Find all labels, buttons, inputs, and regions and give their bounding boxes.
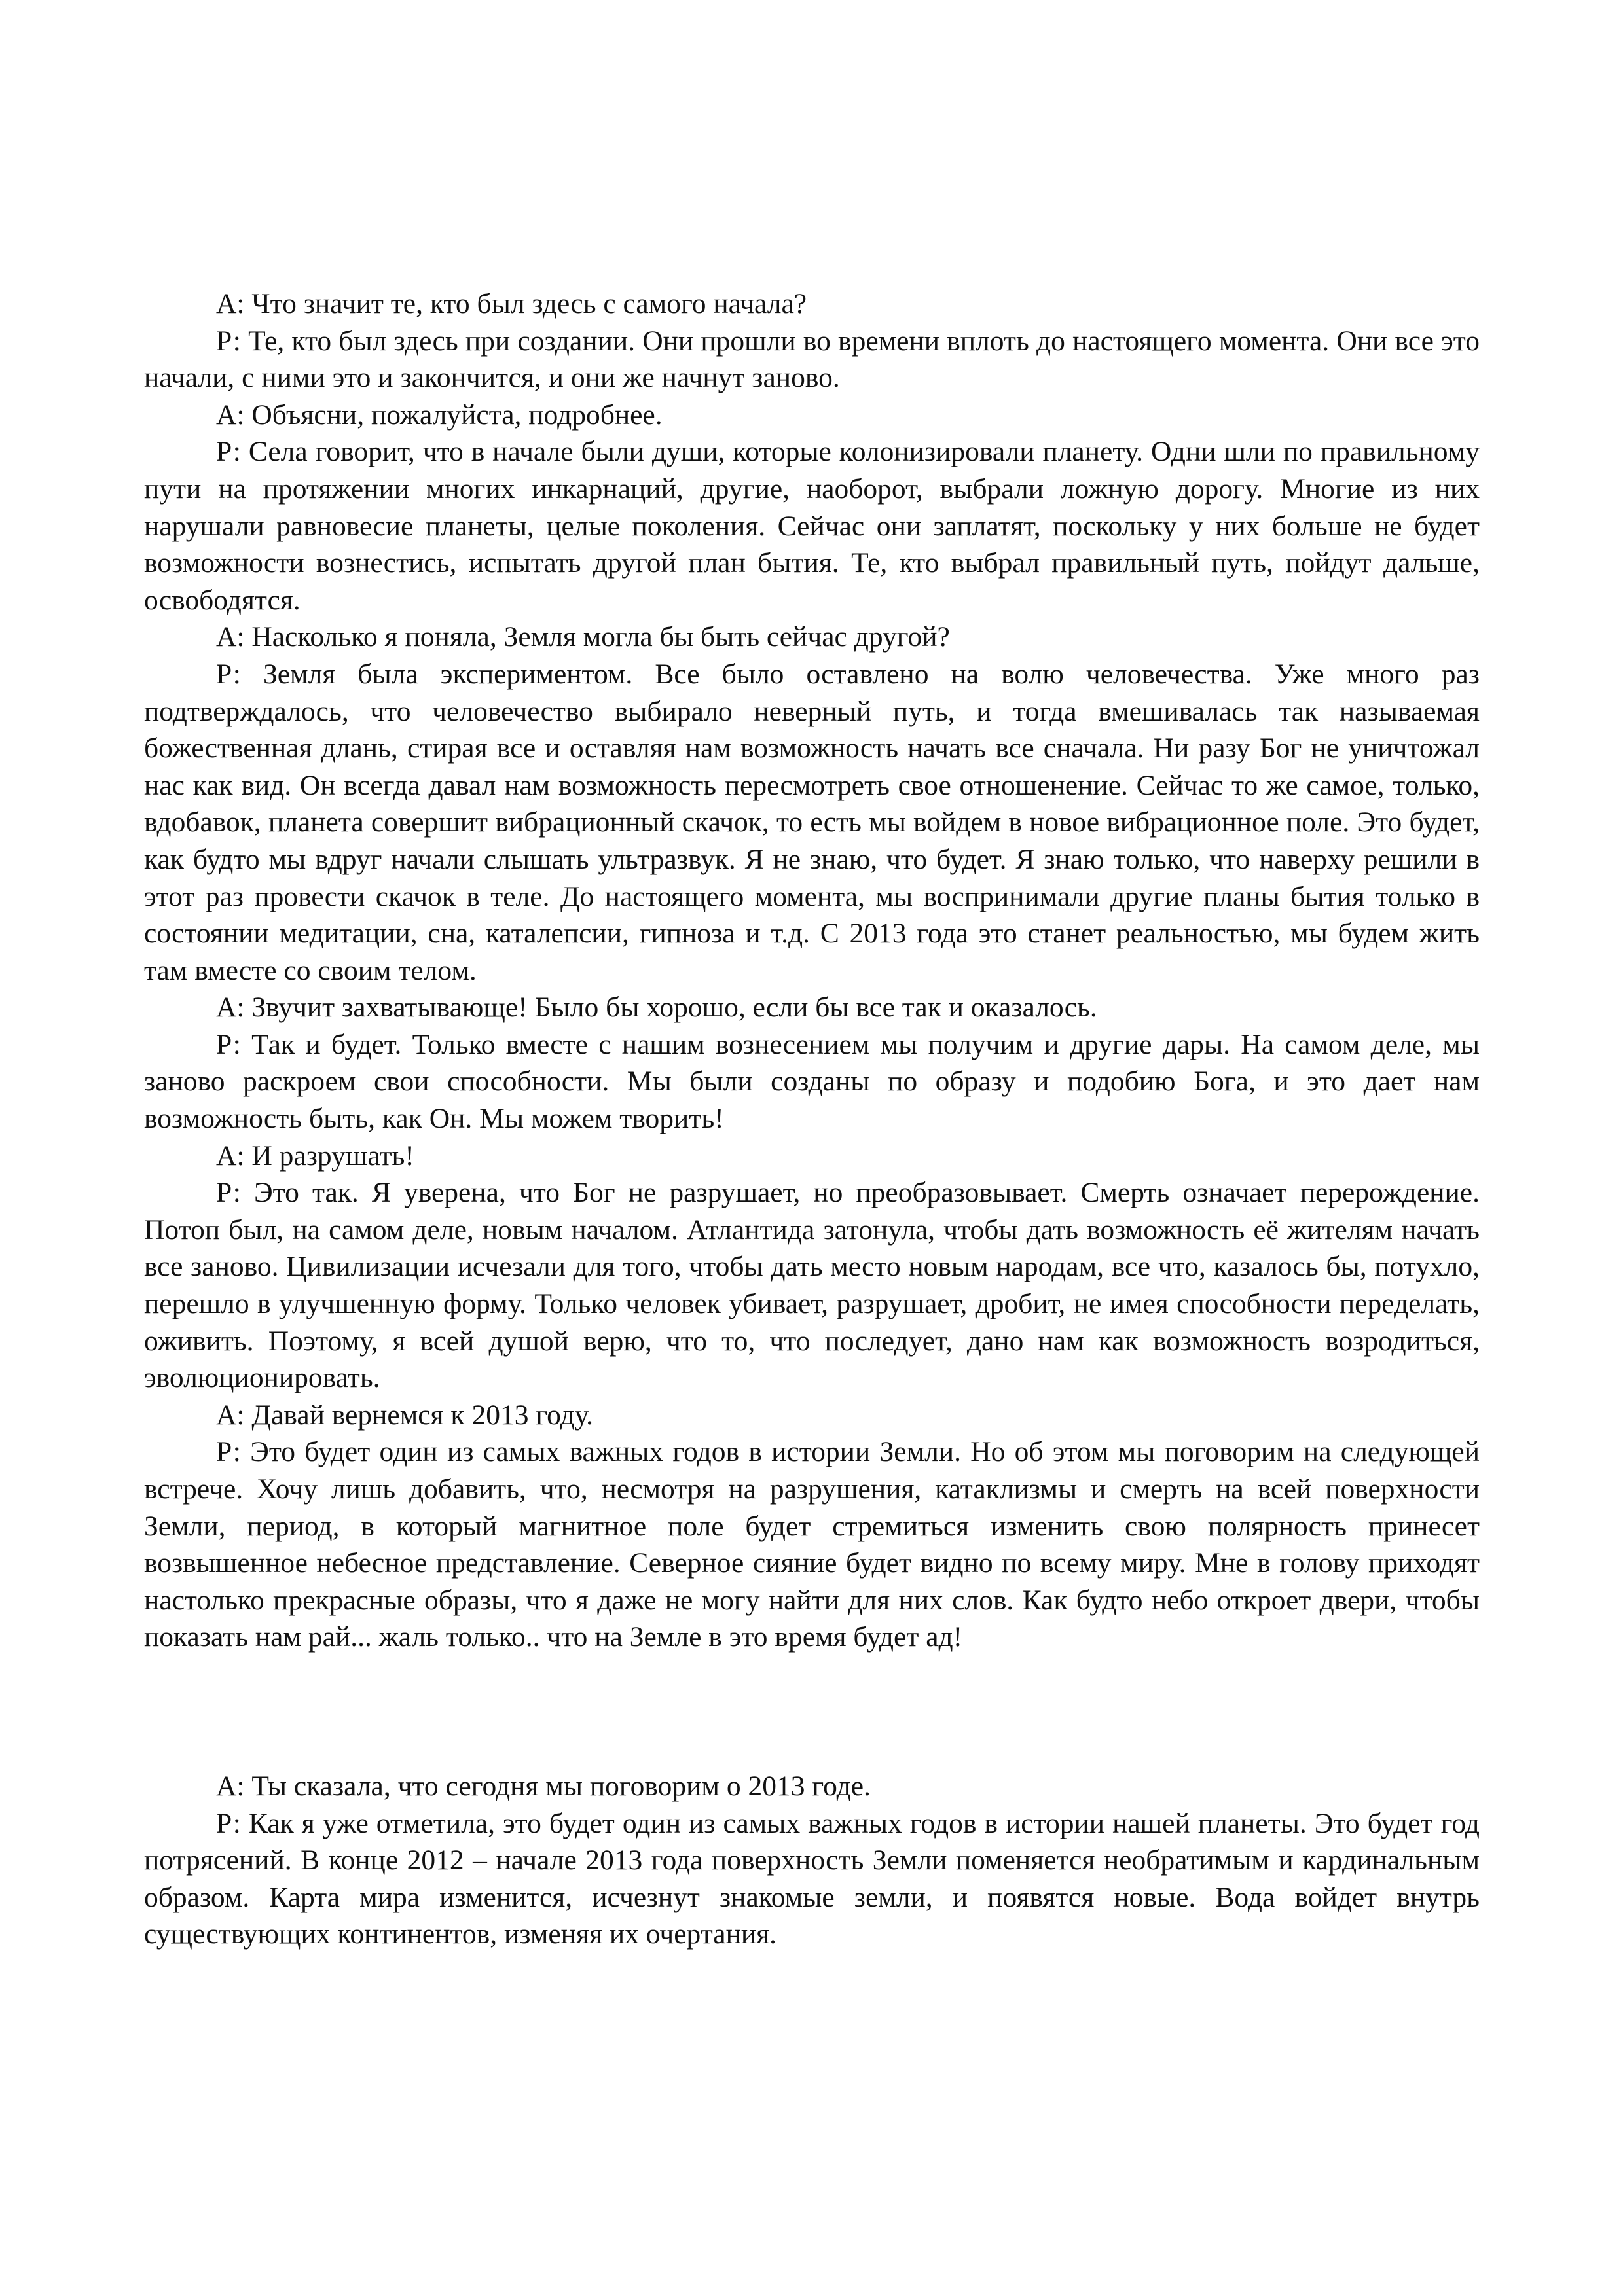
dialogue-paragraph: Р: Это так. Я уверена, что Бог не разрушает, но преобразовывает. Смерть означает перерождение. Потоп был, на самом деле, новым началом. Атлантида затонула, чтобы дать возможность её жителям начать все заново. Цивилизации исчезали для того, чтобы дать место новым народам, все что, казалось бы, потухло, перешло в улучшенную форму. Только человек убивает, разрушает, дробит, не имея способности переделать, оживить. Поэтому, я всей душой верю, что то, что последует, дано нам как возможность возродиться, эволюционировать. xyxy=(144,1177,1480,1394)
dialogue-section-1 xyxy=(144,285,1480,1656)
dialogue-paragraph: Р: Земля была экспериментом. Все было оставлено на волю человечества. Уже много раз подтверждалось, что человечество выбирало неверный путь, и тогда вмешивалась так называемая божественная длань, стирая все и оставляя нам возможность начать все сначала. Ни разу Бог не уничтожал нас как вид. Он всегда давал нам возможность пересмотреть свое отношенение. Сейчас то же самое, только, вдобавок, планета совершит вибрационный скачок, то есть мы войдем в новое вибрационное поле. Это будет, как будто мы вдруг начали слышать ультразвук. Я не знаю, что будет. Я знаю только, что наверху решили в этот раз провести скачок в теле. До настоящего момента, мы воспринимали другие планы бытия только в состоянии медитации, сна, каталепсии, гипноза и т.д. С 2013 года это станет реальностью, мы будем жить там вместе со своим телом. xyxy=(144,658,1480,986)
dialogue-paragraph: Р: Это будет один из самых важных годов в истории Земли. Но об этом мы поговорим на следующей встрече. Хочу лишь добавить, что, несмотря на разрушения, катаклизмы и смерть на всей поверхности Земли, период, в который магнитное поле будет стремиться изменить свою полярность принесет возвышенное небесное представление. Северное сияние будет видно по всему миру. Мне в голову приходят настолько прекрасные образы, что я даже не могу найти для них слов. Как будто небо откроет двери, чтобы показать нам рай... жаль только.. что на Земле в это время будет ад! xyxy=(144,1436,1480,1653)
dialogue-paragraph: А: Ты сказала, что сегодня мы поговорим о 2013 годе. xyxy=(216,1770,871,1802)
dialogue-paragraph: А: Звучит захватывающе! Было бы хорошо, если бы все так и оказалось. xyxy=(216,992,1097,1024)
dialogue-paragraph: А: И разрушать! xyxy=(216,1139,414,1172)
dialogue-paragraph: Р: Те, кто был здесь при создании. Они прошли во времени вплоть до настоящего момента. Они все это начали, с ними это и закончится, и они же начнут заново. xyxy=(144,325,1480,394)
dialogue-section-2 xyxy=(144,1768,1480,1953)
dialogue-paragraph: Р: Так и будет. Только вместе с нашим вознесением мы получим и другие дары. На самом деле, мы заново раскроем свои способности. Мы были созданы по образу и подобию Бога, и это дает нам возможность быть, как Он. Мы можем творить! xyxy=(144,1028,1480,1135)
dialogue-paragraph: А: Давай вернемся к 2013 году. xyxy=(216,1399,593,1431)
dialogue-paragraph: А: Что значит те, кто был здесь с самого начала? xyxy=(216,288,807,319)
dialogue-paragraph: Р: Села говорит, что в начале были души, которые колонизировали планету. Одни шли по правильному пути на протяжении многих инкарнаций, другие, наоборот, выбрали ложную дорогу. Многие из них нарушали равновесие планеты, целые поколения. Сейчас они заплатят, поскольку у них больше не будет возможности вознестись, испытать другой план бытия. Те, кто выбрал правильный путь, пойдут дальше, освободятся. xyxy=(144,436,1480,616)
dialogue-paragraph: А: Объясни, пожалуйста, подробнее. xyxy=(216,399,663,431)
dialogue-paragraph: А: Насколько я поняла, Земля могла бы быть сейчас другой? xyxy=(216,621,950,653)
dialogue-paragraph: Р: Как я уже отметила, это будет один из самых важных годов в истории нашей планеты. Это будет год потрясений. В конце 2012 – начале 2013 года поверхность Земли поменяется необратимым и кардинальным образом. Карта мира изменится, исчезнут знакомые земли, и появятся новые. Вода войдет внутрь существующих континентов, изменяя их очертания. xyxy=(144,1807,1480,1950)
